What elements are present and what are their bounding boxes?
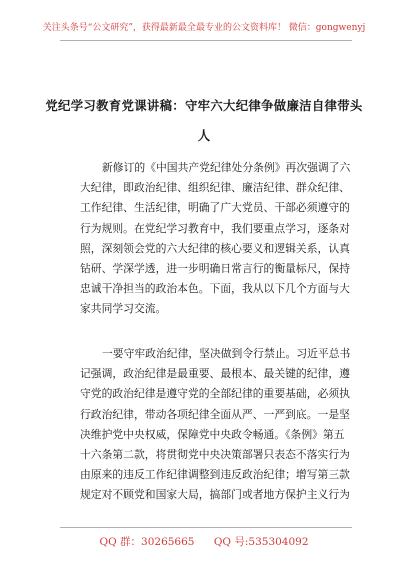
text-line: 行为规则。在党纪学习教育中，我们要重点学习，逐条对 — [80, 221, 350, 235]
text-line: 一要守牢政治纪律，坚决做到令行禁止。习近平总书 — [102, 347, 351, 360]
footer-contact — [0, 534, 408, 549]
paragraph-intro — [80, 158, 351, 320]
text-line: 新修订的《中国共产党纪律处分条例》再次强调了六 — [102, 161, 351, 174]
paragraph-political-discipline — [80, 344, 351, 506]
text-line: 大纪律，即政治纪律、组织纪律、廉洁纪律、群众纪律、 — [80, 181, 350, 195]
document-title: 党纪学习教育党课讲稿：守牢六大纪律争做廉洁自律带头 — [45, 98, 363, 113]
text-line: 记强调，政治纪律是最重要、最根本、最关键的纪律，遵 — [80, 367, 350, 381]
text-line: 家共同学习交流。 — [80, 302, 167, 316]
text-line: 工作纪律、生活纪律，明确了广大党员、干部必须遵守的 — [80, 201, 350, 215]
text-line: 决维护党中央权威，保障党中央政令畅通。《条例》第五 — [80, 427, 345, 441]
qq-account-number: QQ 号:535304092 — [213, 536, 309, 548]
text-line: 行政治纪律，带动各项纪律全面从严、一严到底。一是坚 — [80, 407, 350, 421]
text-line: 由原来的违反工作纪律调整到违反政治纪律；增写第三款 — [80, 468, 350, 482]
text-line: 守党的政治纪律是遵守党的全部纪律的重要基础，必须执 — [80, 387, 350, 401]
text-line: 钻研、学深学透，进一步明确日常言行的衡量标尺，保持 — [80, 261, 350, 275]
text-line: 规定对不顾党和国家大局，搞部门或者地方保护主义行为 — [80, 488, 350, 502]
text-line: 十六条第二款，将贯彻党中央决策部署只表态不落实行为 — [80, 447, 350, 461]
header-notice: 关注头条号“公文研究”，获得最新最全最专业的公文资料库！ 微信：gongwenyj — [42, 23, 366, 33]
text-line: 忠诚干净担当的政治本色。下面，我从以下几个方面与大 — [80, 282, 350, 296]
document-title-continued: 人 — [197, 128, 211, 143]
text-line: 照，深刻领会党的六大纪律的核心要义和逻辑关系，认真 — [80, 241, 350, 255]
footer-divider — [60, 527, 352, 528]
header-divider — [60, 40, 352, 41]
qq-group-number: QQ 群：30265665 — [99, 536, 195, 548]
